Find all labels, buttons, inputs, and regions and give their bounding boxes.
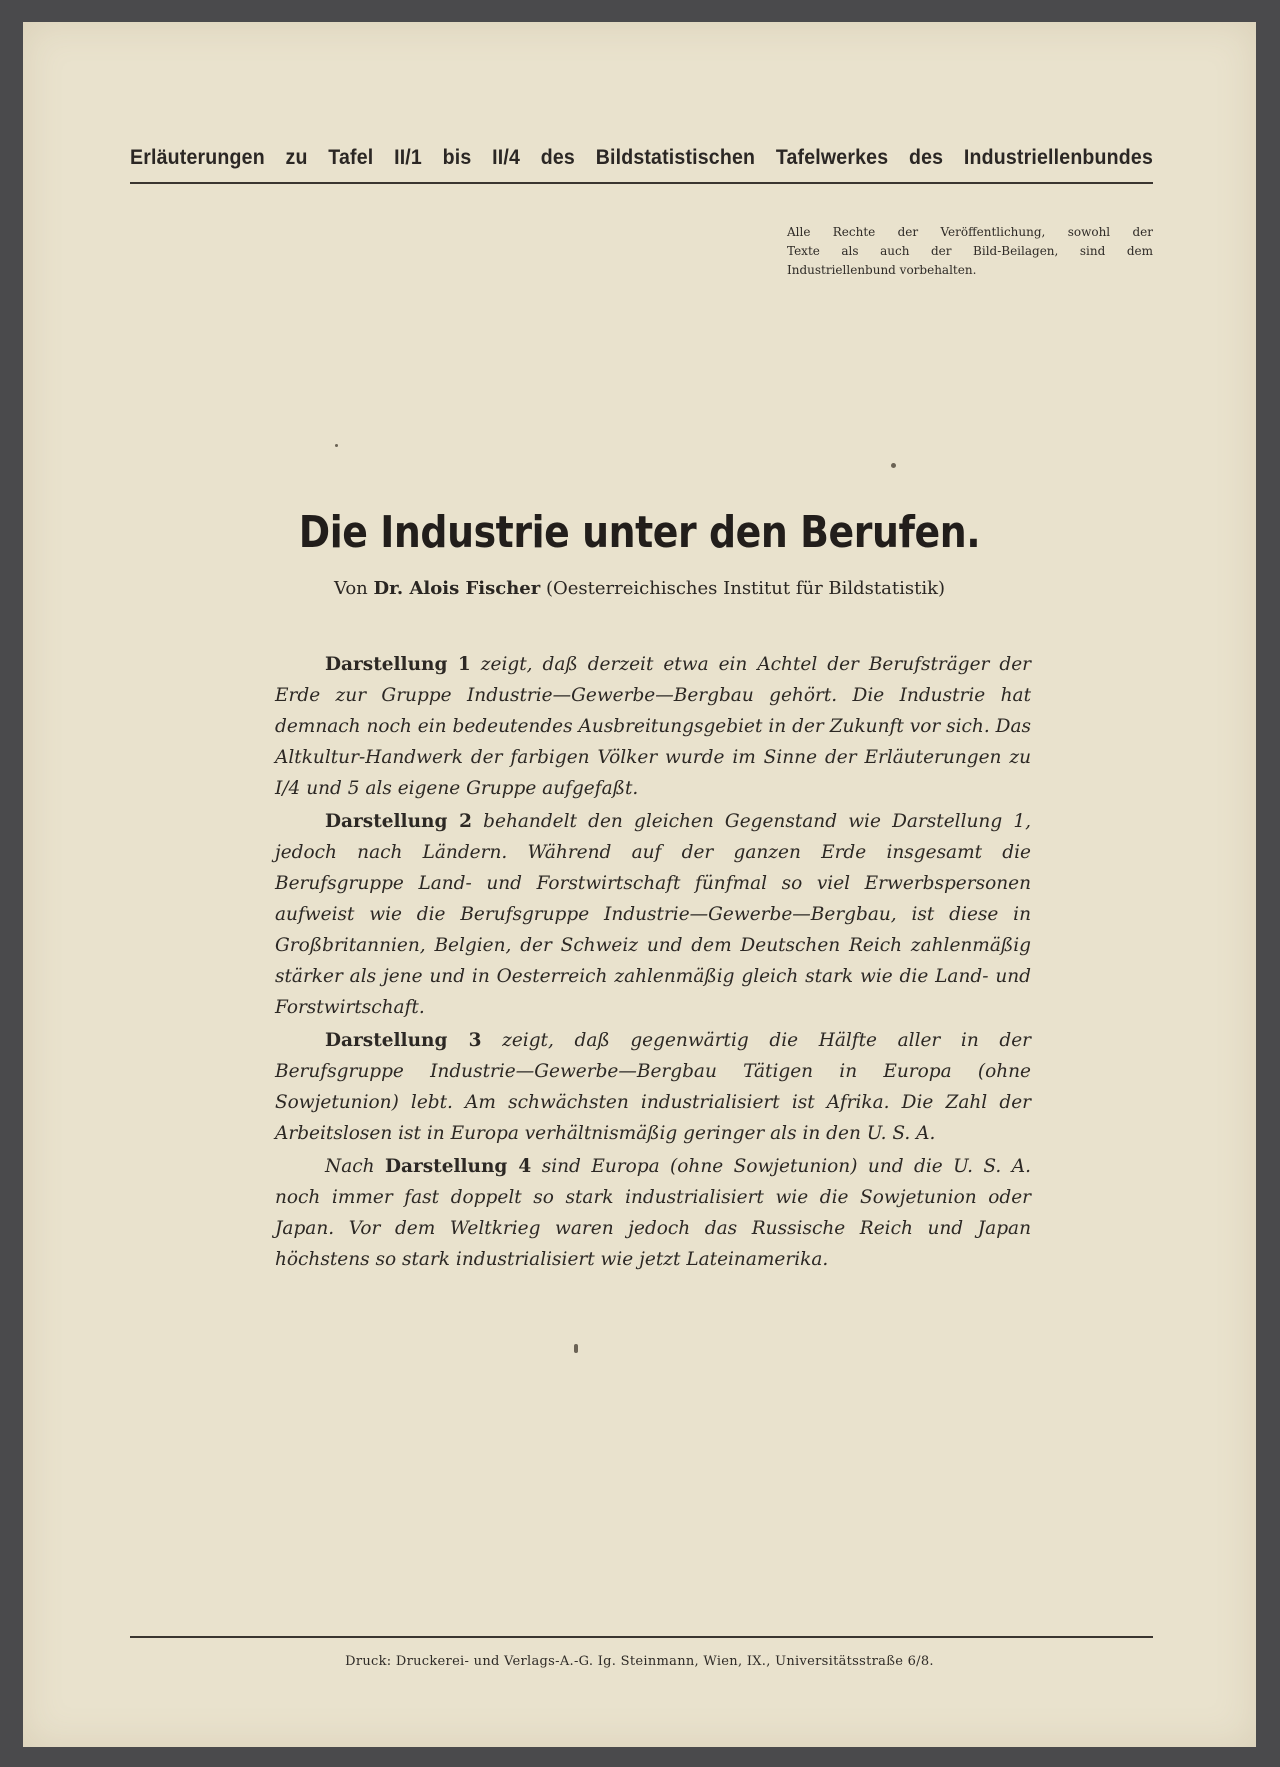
paragraph-lead: Darstellung 2 [325, 811, 472, 832]
byline-prefix: Von [333, 578, 368, 599]
paragraph-4 [275, 1151, 1031, 1275]
paragraph-2 [275, 806, 1031, 1023]
paragraph-3 [275, 1025, 1031, 1149]
rights-notice [787, 223, 1153, 280]
header-rule [130, 182, 1153, 184]
author-affiliation: (Oesterreichisches Institut für Bildstatistik) [545, 578, 946, 599]
rights-line-3: Industriellenbund vorbehalten. [787, 263, 977, 277]
paper-speck [574, 1344, 578, 1353]
article-byline [23, 578, 1256, 599]
paragraph-lead: Darstellung 3 [325, 1030, 482, 1051]
paragraph-text: zeigt, daß gegenwärtig die Hälfte aller in der Berufsgruppe Industrie—Gewerbe—Bergbau Tätigen in Europa (ohne Sowjetunion) lebt. Am schwächsten industrialisiert ist Afrika. Die Zahl der Arbeitslosen ist in Europa verhältnismäßig geringer als in den U. S. A. [275, 1030, 1031, 1144]
paragraph-text: zeigt, daß derzeit etwa ein Achtel der Berufsträger der Erde zur Gruppe Industrie—Gewerbe—Bergbau gehört. Die Industrie hat demnach noch ein bedeutendes Ausbreitungsgebiet in der Zukunft vor sich. Das Altkultur-Handwerk der farbigen Völker wurde im Sinne der Erläuterungen zu I/4 und 5 als eigene Gruppe aufgefaßt. [275, 654, 1032, 799]
paragraph-1 [275, 649, 1031, 804]
paragraph-text: sind Europa (ohne Sowjetunion) und die U. S. A. noch immer fast doppelt so stark industrialisiert wie die Sowjetunion oder Japan. Vor dem Weltkrieg waren jedoch das Russische Reich und Japan höchstens so stark industrialisiert wie jetzt Lateinamerika. [275, 1156, 1031, 1270]
article-title: Die Industrie unter den Berufen. [298, 507, 981, 558]
paper-speck [335, 444, 338, 447]
footer-imprint: Druck: Druckerei- und Verlags-A.-G. Ig. Steinmann, Wien, IX., Universitätsstraße 6/8. [345, 1654, 934, 1669]
paragraph-lead: Darstellung 1 [325, 654, 471, 675]
header-title: Erläuterungen zu Tafel II/1 bis II/4 des Bildstatistischen Tafelwerkes des Industriellenbundes [130, 146, 1153, 169]
paragraph-lead: Darstellung 4 [384, 1156, 532, 1177]
document-page [23, 22, 1256, 1747]
author-name: Dr. Alois Fischer [373, 578, 541, 599]
article-body [275, 649, 1031, 1277]
rights-line-2: Texte als auch der Bild-Beilagen, sind dem [787, 244, 1153, 258]
footer-rule [130, 1636, 1153, 1638]
paper-speck [891, 463, 896, 468]
paragraph-pre: Nach [325, 1156, 385, 1177]
rights-line-1: Alle Rechte der Veröffentlichung, sowohl der [787, 225, 1153, 239]
paragraph-text: behandelt den gleichen Gegenstand wie Darstellung 1, jedoch nach Ländern. Während auf der ganzen Erde insgesamt die Berufsgruppe Land- und Forstwirtschaft fünfmal so viel Erwerbspersonen aufweist wie die Berufsgruppe Industrie—Gewerbe—Bergbau, ist diese in Großbritannien, Belgien, der Schweiz und dem Deutschen Reich zahlenmäßig stärker als jene und in Oesterreich zahlenmäßig gleich stark wie die Land- und Forstwirtschaft. [275, 811, 1031, 1018]
